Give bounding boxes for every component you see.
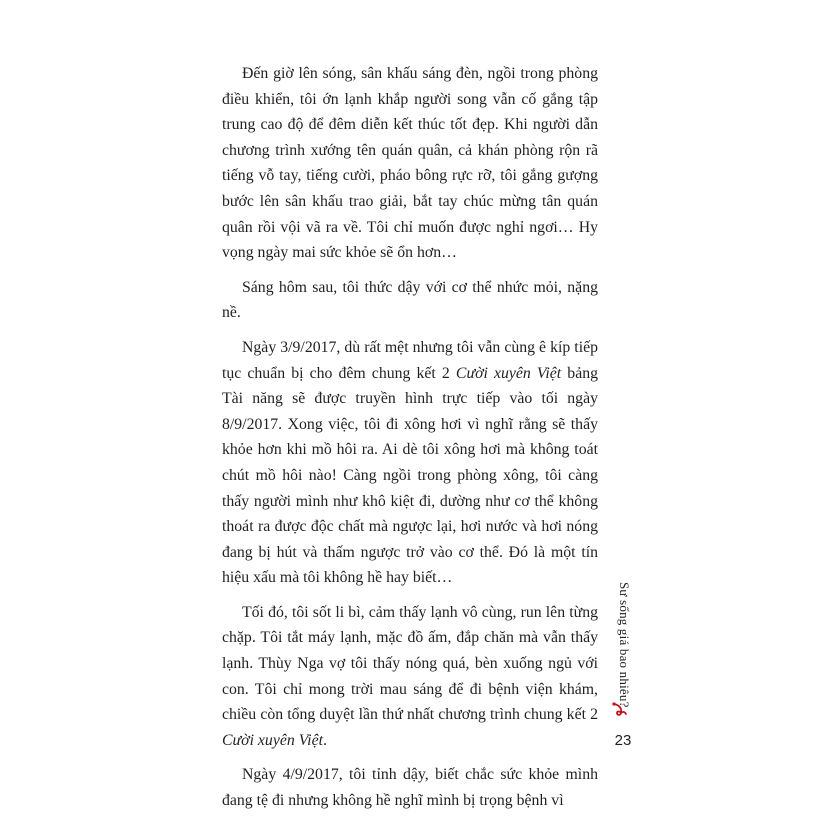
body-text: [222, 61, 598, 814]
running-head: Sư sống giá bao nhiêu?: [617, 582, 632, 708]
flourish-icon: [611, 700, 629, 718]
paragraph-3-text: Ngày 3/9/2017, dù rất mệt nhưng tôi vẫn cùng ê kíp tiếp tục chuẩn bị cho đêm chung kết 2: [222, 338, 598, 382]
show-title: Cười xuyên Việt: [222, 731, 323, 749]
paragraph-3: [222, 335, 598, 591]
paragraph-1: Đến giờ lên sóng, sân khấu sáng đèn, ngồi trong phòng điều khiển, tôi ớn lạnh khắp người song vẫn cố gắng tập trung cao độ để đêm diễn kết thúc tốt đẹp. Khi người dẫn chương trình xướng tên quán quân, cả khán phòng rộn rã tiếng vỗ tay, tiếng cười, pháo bông rực rỡ, tôi gắng gượng bước lên sân khấu trao giải, bắt tay chúc mừng tân quán quân rồi vội vã ra về. Tôi chỉ muốn được nghỉ ngơi… Hy vọng ngày mai sức khỏe sẽ ổn hơn…: [222, 65, 598, 262]
paragraph-4-text-cont: .: [322, 731, 327, 749]
paragraph-4: [222, 600, 598, 754]
paragraph-4-text: Tối đó, tôi sốt li bì, cảm thấy lạnh vô cùng, run lên từng chặp. Tôi tắt máy lạnh, mặc đồ ấm, đắp chăn mà vẫn thấy lạnh. Thùy Nga vợ tôi thấy nóng quá, bèn xuống ngủ với con. Tôi chỉ mong trời mau sáng để đi bệnh viện khám, chiều còn tổng duyệt lần thứ nhất chương trình chung kết 2: [222, 603, 598, 724]
show-title: Cười xuyên Việt: [455, 364, 562, 382]
page-number: 23: [614, 732, 632, 749]
paragraph-2: Sáng hôm sau, tôi thức dậy với cơ thể nhức mỏi, nặng nề.: [222, 278, 598, 322]
paragraph-3-text-cont: bảng Tài năng sẽ được truyền hình trực tiếp vào tối ngày 8/9/2017. Xong việc, tôi đi xông hơi vì nghĩ rằng sẽ thấy khỏe hơn khi mồ hôi ra. Ai dè tôi xông hơi mà không toát chút mồ hôi nào! Càng ngồi trong phòng xông, tôi càng thấy người mình như khô kiệt đi, dường như cơ thể không thoát ra được độc chất mà ngược lại, hơi nước và hơi nóng đang bị hút và thấm ngược trở vào cơ thể. Đó là một tín hiệu xấu mà tôi không hề hay biết…: [222, 364, 599, 587]
paragraph-5: Ngày 4/9/2017, tôi tỉnh dậy, biết chắc sức khỏe mình đang tệ đi nhưng không hề nghĩ mình bị trọng bệnh vì: [222, 766, 598, 810]
